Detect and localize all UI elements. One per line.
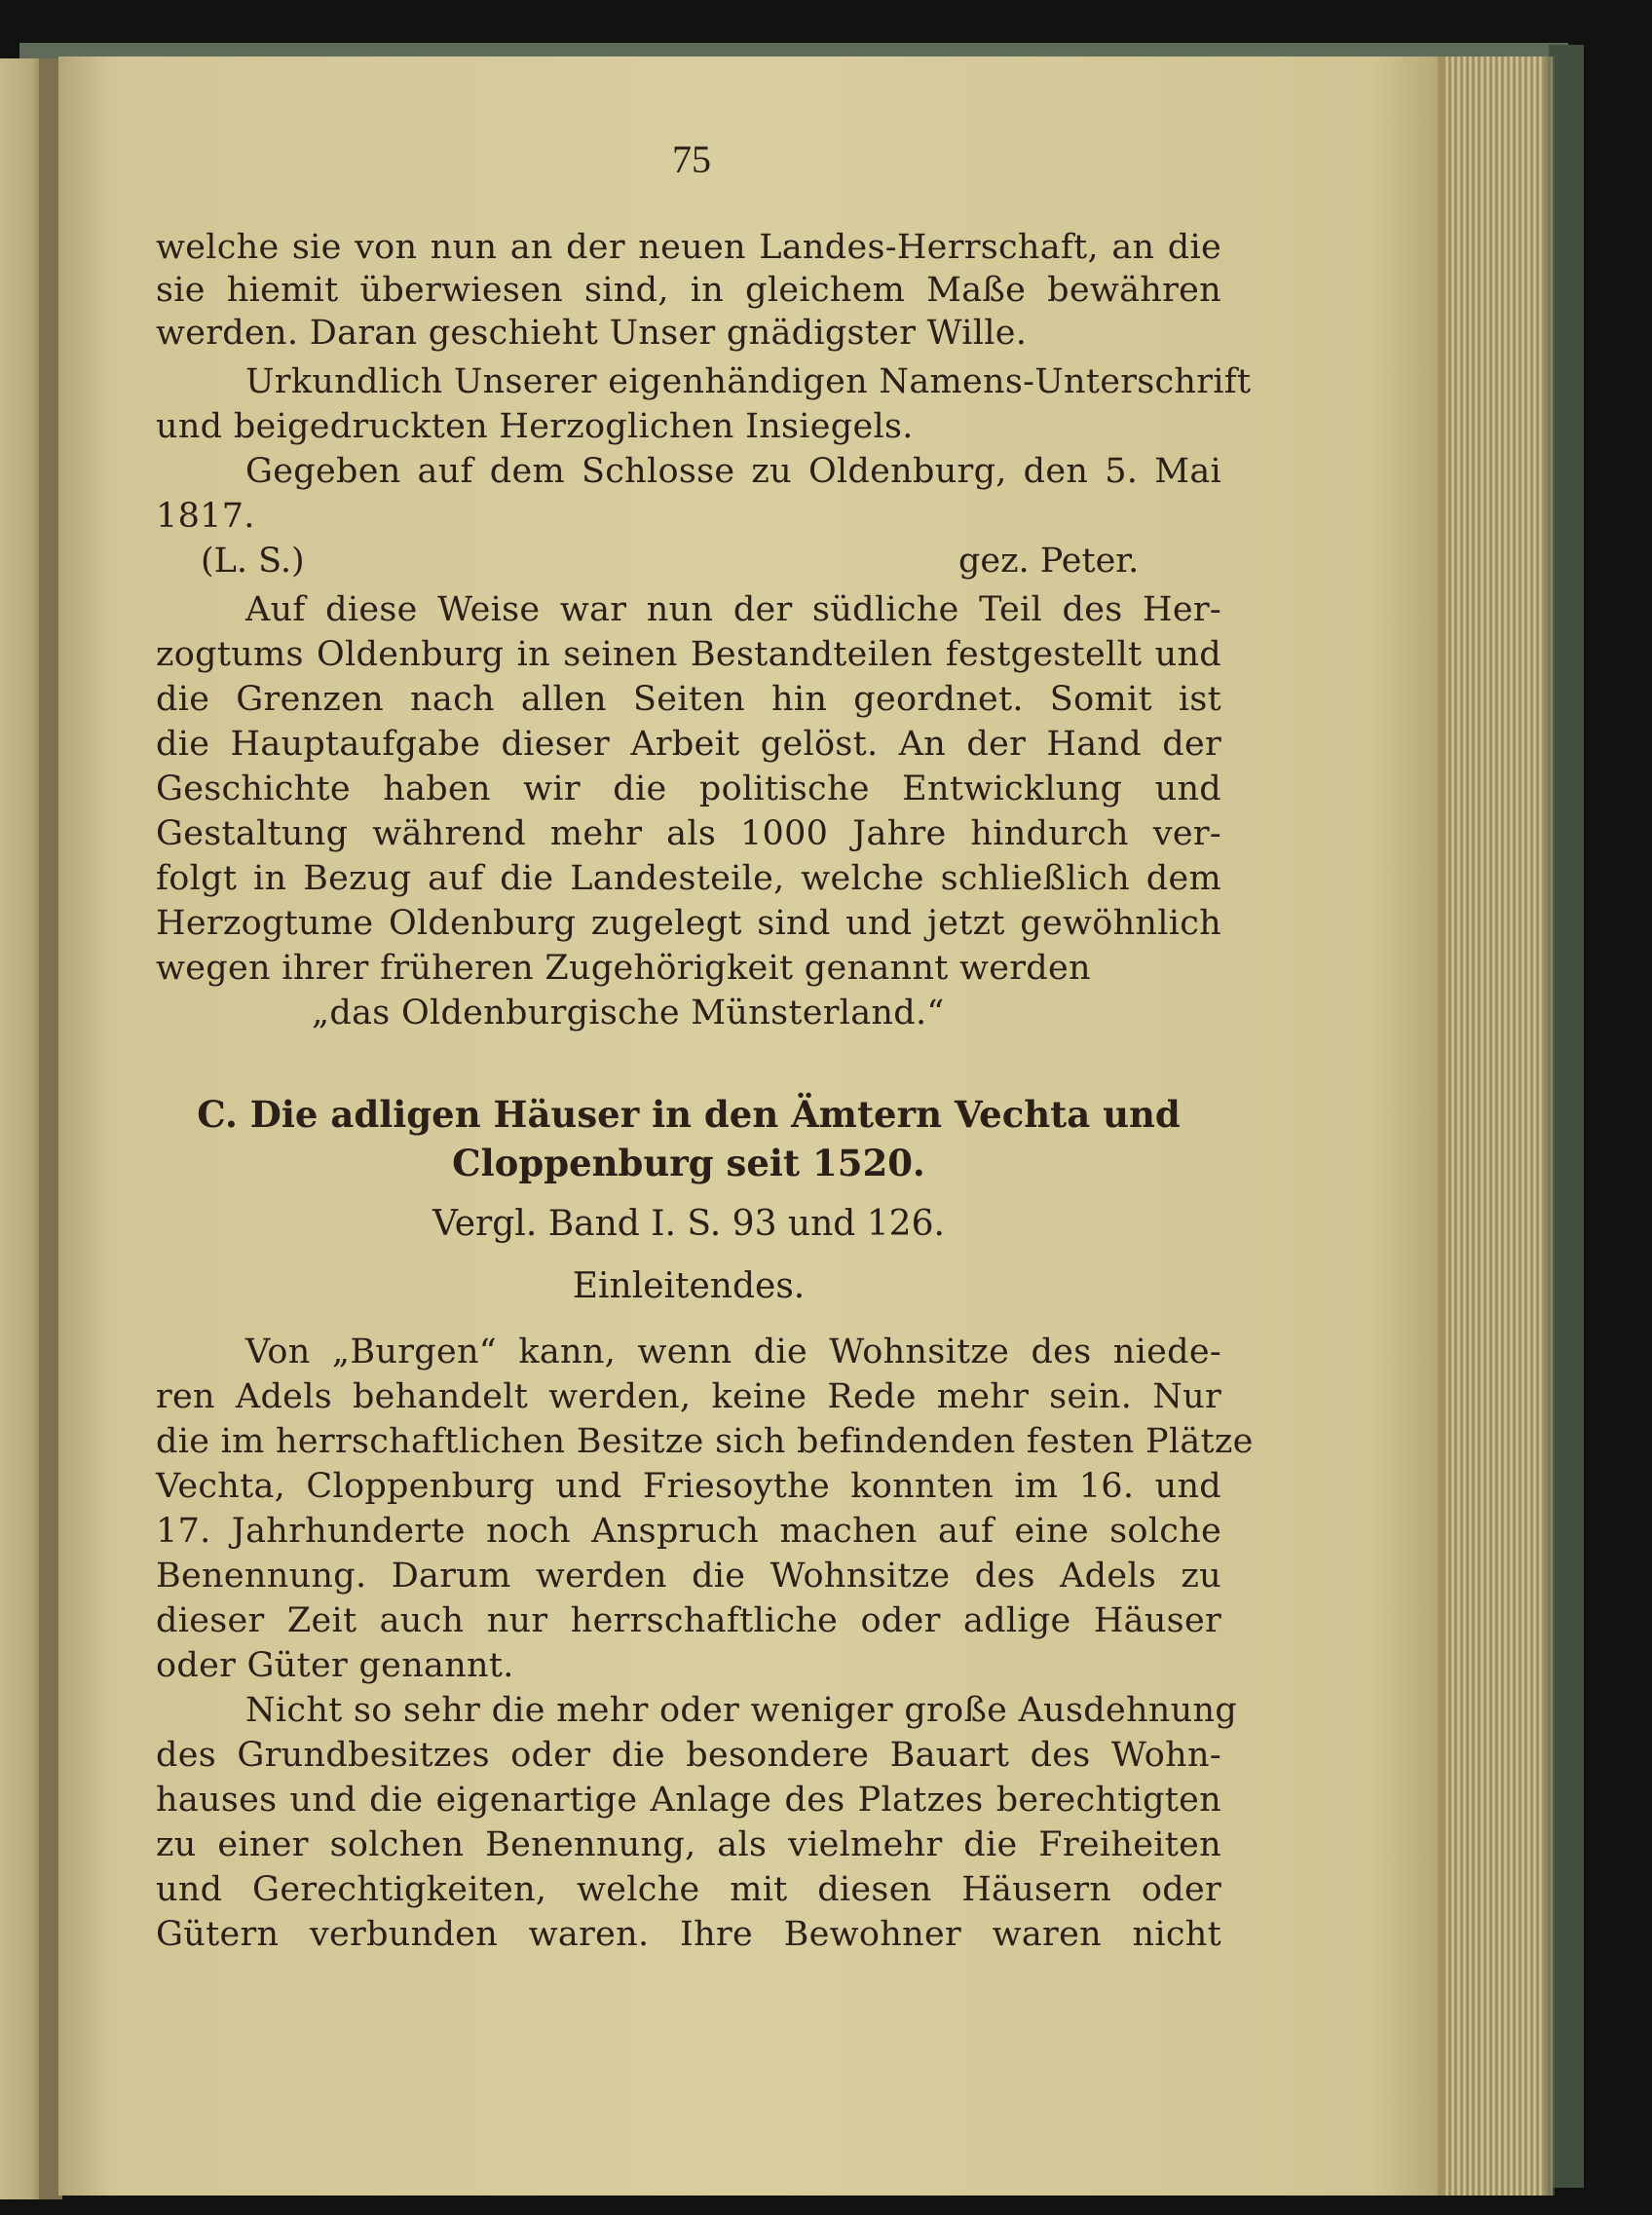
text-line: Geschichte haben wir die politische Entwicklung und	[156, 770, 1221, 808]
text-line: oder Güter genannt.	[156, 1646, 514, 1685]
text-line: Nicht so sehr die mehr oder weniger große Ausdehnung	[245, 1691, 1238, 1730]
text-line: Herzogtume Oldenburg zugelegt sind und jetzt gewöhnlich	[156, 904, 1221, 943]
text-line: Von „Burgen“ kann, wenn die Wohnsitze des niede-	[245, 1333, 1221, 1371]
text-line: Gütern verbunden waren. Ihre Bewohner waren nicht	[156, 1915, 1221, 1954]
text-line: welche sie von nun an der neuen Landes-Herrschaft, an die	[156, 228, 1221, 267]
text-line: sie hiemit überwiesen sind, in gleichem Maße bewähren	[156, 271, 1221, 310]
text-line: ren Adels behandelt werden, keine Rede mehr sein. Nur	[156, 1377, 1221, 1416]
text-line: und beigedruckten Herzoglichen Insiegels.	[156, 407, 914, 446]
signature: gez. Peter.	[958, 542, 1140, 581]
text-line: die im herrschaftlichen Besitze sich befindenden festen Plätze	[156, 1422, 1254, 1461]
text-line: zogtums Oldenburg in seinen Bestandteilen festgestellt und	[156, 635, 1221, 674]
text-line: Auf diese Weise war nun der südliche Teil des Her-	[245, 590, 1221, 629]
text-line: werden. Daran geschieht Unser gnädigster Wille.	[156, 314, 1028, 353]
text-line: und Gerechtigkeiten, welche mit diesen Häusern oder	[156, 1870, 1221, 1909]
text-line: Gegeben auf dem Schlosse zu Oldenburg, den 5. Mai	[245, 452, 1221, 491]
text-line: des Grundbesitzes oder die besondere Bauart des Wohn-	[156, 1736, 1221, 1775]
seal-mark: (L. S.)	[201, 542, 305, 581]
text-line: Urkundlich Unserer eigenhändigen Namens-Unterschrift	[245, 362, 1252, 401]
subheading: Einleitendes.	[572, 1266, 806, 1306]
text-line: hauses und die eigenartige Anlage des Platzes berechtigten	[156, 1781, 1221, 1820]
text-line: 17. Jahrhunderte noch Anspruch machen auf eine solche	[156, 1512, 1221, 1551]
text-line: Benennung. Darum werden die Wohnsitze des Adels zu	[156, 1557, 1221, 1596]
text-line: Gestaltung während mehr als 1000 Jahre hindurch ver-	[156, 814, 1221, 853]
text-line: wegen ihrer früheren Zugehörigkeit genannt werden	[156, 949, 1091, 988]
text-line: dieser Zeit auch nur herrschaftliche oder adlige Häuser	[156, 1601, 1221, 1640]
text-line: 1817.	[156, 497, 255, 536]
text-line: die Hauptaufgabe dieser Arbeit gelöst. An der Hand der	[156, 725, 1221, 764]
page-number: 75	[672, 137, 711, 181]
text-line: „das Oldenburgische Münsterland.“	[312, 994, 945, 1032]
text-line: die Grenzen nach allen Seiten hin geordnet. Somit ist	[156, 680, 1221, 719]
section-heading: C. Die adligen Häuser in den Ämtern Vechta und	[197, 1093, 1181, 1136]
section-heading-continued: Cloppenburg seit 1520.	[452, 1142, 925, 1184]
reference-line: Vergl. Band I. S. 93 und 126.	[432, 1204, 945, 1244]
text-line: folgt in Bezug auf die Landesteile, welche schließlich dem	[156, 859, 1221, 898]
text-line: zu einer solchen Benennung, als vielmehr die Freiheiten	[156, 1825, 1221, 1864]
text-line: Vechta, Cloppenburg und Friesoythe konnten im 16. und	[156, 1467, 1221, 1506]
